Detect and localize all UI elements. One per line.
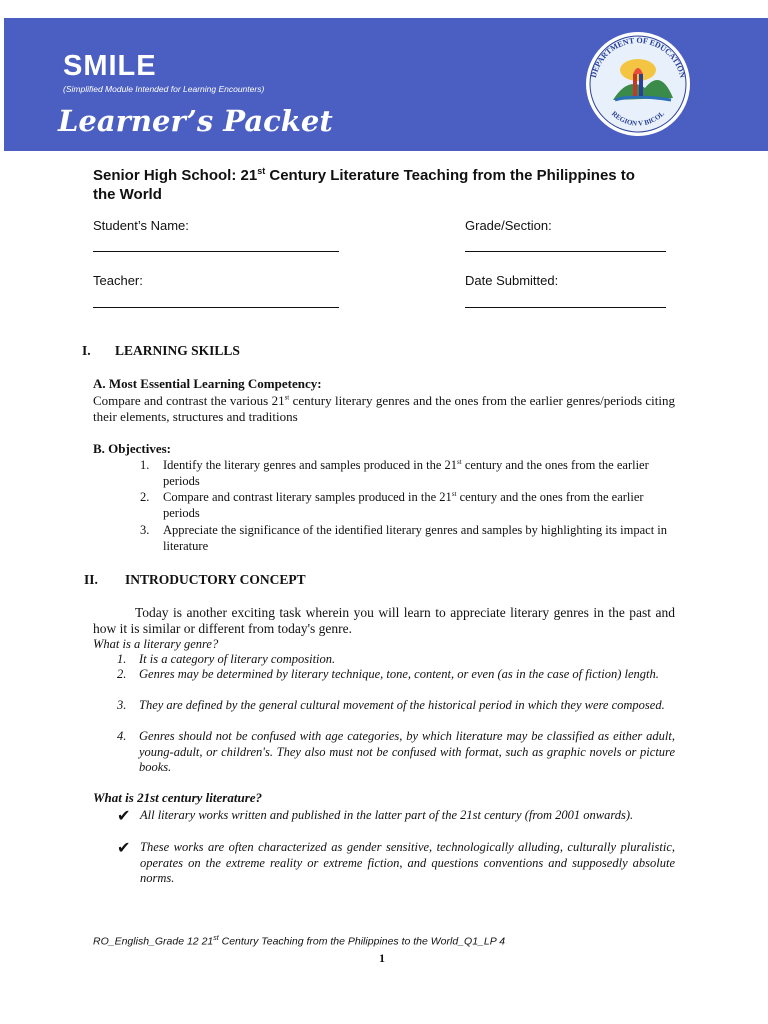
seal-top-text: DEPARTMENT OF EDUCATION: [588, 35, 688, 79]
checkmark-icon: ✔: [117, 806, 131, 825]
competency-label: A. Most Essential Learning Competency:: [93, 376, 322, 391]
section-2-number: II.: [84, 572, 98, 587]
teacher-line: [93, 307, 339, 308]
objectives-label: B. Objectives:: [93, 441, 171, 456]
student-name-line: [93, 251, 339, 252]
section-1-number: I.: [82, 343, 91, 358]
deped-seal-icon: [573, 28, 703, 140]
brand-logo-text: SMILE: [63, 50, 157, 82]
question-21st-century-literature: What is 21st century literature?: [93, 790, 263, 805]
grade-section-label: Grade/Section:: [465, 218, 552, 233]
question-literary-genre: What is a literary genre?: [93, 637, 219, 651]
section-1-heading: LEARNING SKILLS: [115, 343, 240, 358]
date-submitted-line: [465, 307, 666, 308]
section-2-heading: INTRODUCTORY CONCEPT: [125, 572, 306, 587]
brand-subtitle: (Simplified Module Intended for Learning Encounters): [63, 84, 265, 94]
packet-title: Learner’s Packet: [58, 104, 333, 138]
seal-bottom-text: REGION V BICOL: [610, 109, 666, 128]
checkmark-icon: ✔: [117, 838, 131, 857]
literature-bullet-item: These works are often characterized as gender sensitive, technologically alluding, culturally pluralistic, operates on the extreme reality or extreme fiction, and questions conventions and supposedly absolute norms.: [140, 840, 675, 885]
student-name-label: Student’s Name:: [93, 218, 189, 233]
document-title: Senior High School: 21st Century Literature Teaching from the Philippines to the World: [93, 166, 635, 203]
literature-bullet-item: All literary works written and published in the latter part of the 21st century (from 2001 onwards).: [140, 808, 634, 822]
intro-paragraph: Today is another exciting task wherein you will learn to appreciate literary genres in the past and how it is similar or different from today's genre.: [93, 605, 675, 636]
date-submitted-label: Date Submitted:: [465, 273, 559, 288]
grade-section-line: [465, 251, 666, 252]
footer-reference: RO_English_Grade 12 21st Century Teaching from the Philippines to the World_Q1_LP 4: [93, 935, 506, 948]
teacher-label: Teacher:: [93, 273, 143, 288]
competency-text: Compare and contrast the various 21st century literary genres and the ones from the earlier genres/periods citing their elements, structures and traditions: [93, 393, 675, 424]
page-number: 1: [379, 951, 385, 965]
